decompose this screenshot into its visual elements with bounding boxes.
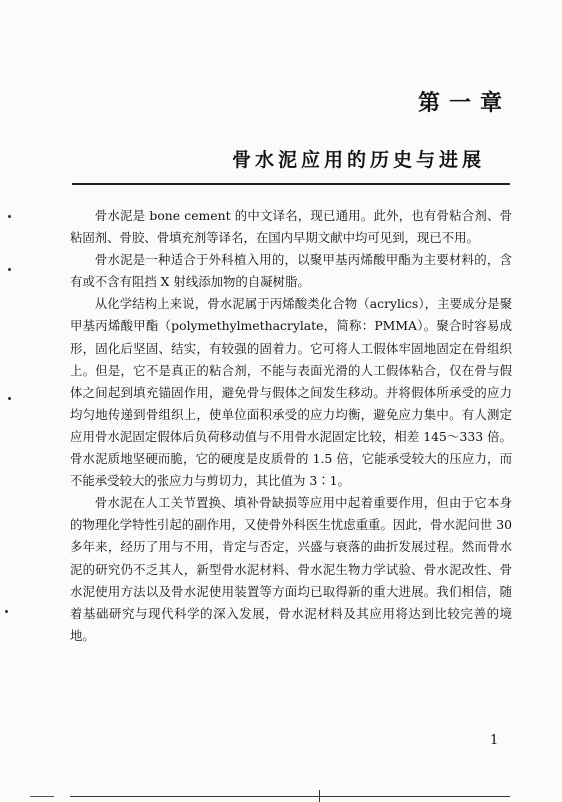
- body-text: [70, 205, 512, 647]
- paragraph-3: 从化学结构上来说，骨水泥属于丙烯酸类化合物（acrylics），主要成分是聚甲基丙烯酸甲酯（polymethylmethacrylate，简称：PMMA）。聚合时容易成形，固化后坚固、结实，有较强的固着力。它可将人工假体牢固地固定在骨组织上。但是，它不是真正的粘合剂，不能与表面光滑的人工假体粘合，仅在骨与假体之间起到填充锚固作用，避免骨与假体之间发生移动。并将假体所承受的应力均匀地传递到骨组织上，使单位面积承受的应力均衡，避免应力集中。有人测定应用骨水泥固定假体后负荷移动值与不用骨水泥固定比较，相差 145～333 倍。骨水泥质地坚硬而脆，它的硬度是皮质骨的 1.5 倍，它能承受较大的压应力，而不能承受较大的张应力与剪切力，其比值为 3∶1。: [70, 296, 512, 489]
- chapter-title: 骨水泥应用的历史与进展: [232, 149, 486, 171]
- paragraph-1: 骨水泥是 bone cement 的中文译名，现已通用。此外，也有骨粘合剂、骨粘固剂、骨胶、骨填充剂等译名，在国内早期文献中均可见到，现已不用。: [70, 208, 512, 246]
- paragraph-4: 骨水泥在人工关节置换、填补骨缺损等应用中起着重要作用，但由于它本身的物理化学特性引起的副作用，又使骨外科医生忧虑重重。因此，骨水泥问世 30 多年来，经历了用与不用，肯定与否定，兴盛与衰落的曲折发展过程。然而骨水泥的研究仍不乏其人，新型骨水泥材料、骨水泥生物力学试验、骨水泥改性、骨水泥使用方法以及骨水泥使用装置等方面均已取得新的重大进展。我们相信，随着基础研究与现代科学的深入发展，骨水泥材料及其应用将达到比较完善的境地。: [70, 495, 512, 643]
- bottom-rule: [70, 796, 510, 797]
- bottom-tick: [319, 790, 320, 802]
- title-rule: [72, 183, 510, 185]
- paragraph-2: 骨水泥是一种适合于外科植入用的，以聚甲基丙烯酸甲酯为主要材料的，含有或不含有阻挡 X 射线添加物的自凝树脂。: [70, 252, 512, 290]
- chapter-number: 第一章: [418, 91, 512, 116]
- scan-speck: [8, 268, 11, 271]
- scan-speck: [5, 610, 8, 613]
- scan-speck: [8, 215, 11, 218]
- bottom-rule-left: [30, 796, 54, 797]
- page-number: 1: [490, 733, 499, 748]
- scan-speck: [8, 397, 11, 400]
